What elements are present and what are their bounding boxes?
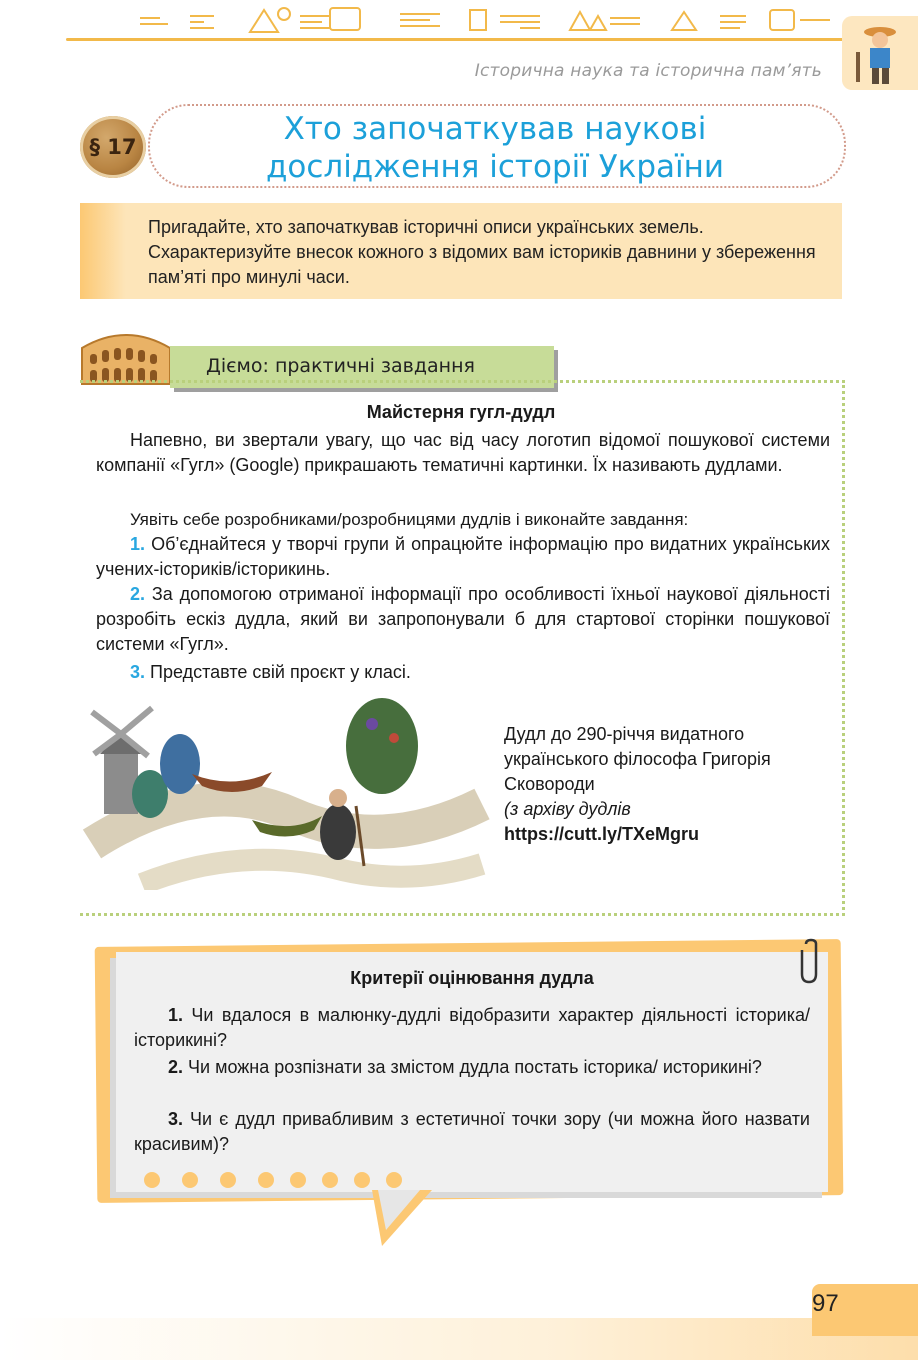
speech-tail-decoration <box>372 1190 432 1248</box>
doodle-caption <box>504 722 844 847</box>
header-rule <box>66 38 856 41</box>
lead-paragraph: Уявіть себе розробниками/розробницями дудлів і виконайте завдання: <box>130 510 689 529</box>
criteria-number: 2. <box>168 1057 184 1077</box>
intro-paragraph: Напевно, ви звертали увагу, що час від часу логотип відомої пошукової системи компанії «Гугл» (Google) прикрашають тематичні картинки. Їх називають дудлами. <box>96 430 830 475</box>
practice-banner-label: Діємо: практичні завдання <box>206 355 475 377</box>
criteria-text: Чи можна розпізнати за змістом дудла постать історика/ историкині? <box>188 1057 762 1077</box>
page-title <box>150 110 840 186</box>
criteria-item <box>134 1003 810 1053</box>
criteria-title: Критерії оцінювання дудла <box>350 968 594 988</box>
title-line-2: дослідження історії України <box>265 149 725 185</box>
title-line-1: Хто започаткував наукові <box>283 111 707 147</box>
task-text: Представте свій проєкт у класі. <box>150 662 411 682</box>
task-item <box>96 660 830 685</box>
footer-band <box>0 1318 918 1360</box>
traveler-corner-icon <box>842 16 918 90</box>
task-number: 2. <box>130 584 146 604</box>
page-number: 97 <box>812 1290 839 1317</box>
skovoroda-doodle-image <box>82 694 492 890</box>
criteria-text: Чи є дудл привабливим з естетичної точки зору (чи можна його назвати красивим)? <box>134 1109 810 1154</box>
header-decoration-strip <box>0 0 918 40</box>
recall-text: Пригадайте, хто започаткував історичні описи українських земель. Схарактеризуйте внесок кожного з відомих вам істориків давнини у збереження пам’яті про минулі часи. <box>148 217 816 287</box>
task-number: 3. <box>130 662 146 682</box>
criteria-text: Чи вдалося в малюнку-дудлі відобразити характер діяльності історика/історикині? <box>134 1005 810 1050</box>
task-number: 1. <box>130 534 146 554</box>
caption-url-link[interactable]: https://cutt.ly/TXeMgru <box>504 824 699 844</box>
criteria-item <box>134 1055 810 1080</box>
task-item <box>96 532 830 582</box>
workshop-title: Майстерня гугл-дудл <box>366 402 556 422</box>
caption-archive: (з архіву дудлів <box>504 799 631 819</box>
caption-text: Дудл до 290-річчя видатного українського філософа Григорія Сковороди <box>504 724 771 794</box>
section-number-badge: § 17 <box>80 116 146 178</box>
binder-holes-decoration <box>138 1168 418 1192</box>
criteria-number: 1. <box>168 1005 184 1025</box>
criteria-item <box>134 1107 810 1157</box>
criteria-number: 3. <box>168 1109 184 1129</box>
task-text: За допомогою отриманої інформації про особливості їхньої наукової діяльності розробіть ескіз дудла, який ви запропонували б для стартової сторінки пошукової системи «Гугл». <box>96 584 830 654</box>
task-item <box>96 582 830 657</box>
colosseum-icon <box>78 326 174 388</box>
task-text: Об’єднайтеся у творчі групи й опрацюйте інформацію про видатних українських учених-істориків/історикинь. <box>96 534 830 579</box>
recall-block <box>80 203 842 299</box>
running-head: Історична наука та історична пам’ять <box>474 61 822 81</box>
